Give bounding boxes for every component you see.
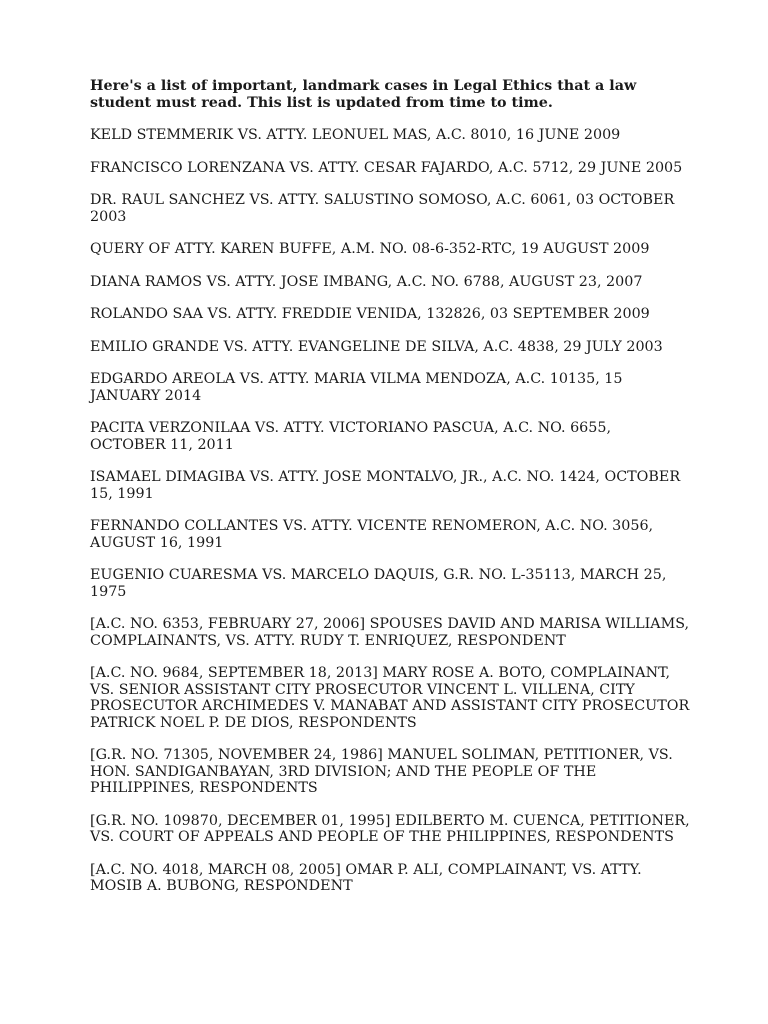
case-item-4: QUERY OF ATTY. KAREN BUFFE, A.M. NO. 08-6-352-RTC, 19 AUGUST 2009 (90, 241, 650, 257)
case-item-13: [A.C. NO. 6353, FEBRUARY 27, 2006] SPOUSES DAVID AND MARISA WILLIAMS, COMPLAINANTS, VS. ATTY. RUDY T. ENRIQUEZ, RESPONDENT (90, 616, 690, 649)
case-item-15: [G.R. NO. 71305, NOVEMBER 24, 1986] MANUEL SOLIMAN, PETITIONER, VS. HON. SANDIGANBAYAN, 3RD DIVISION; AND THE PEOPLE OF THE PHILIPPINES, RESPONDENTS (90, 747, 673, 796)
case-item-17: [A.C. NO. 4018, MARCH 08, 2005] OMAR P. ALI, COMPLAINANT, VS. ATTY. MOSIB A. BUBONG, RESPONDENT (90, 861, 642, 894)
case-item-16: [G.R. NO. 109870, DECEMBER 01, 1995] EDILBERTO M. CUENCA, PETITIONER, VS. COURT OF APPEALS AND PEOPLE OF THE PHILIPPINES, RESPONDENTS (90, 812, 690, 845)
case-item-6: ROLANDO SAA VS. ATTY. FREDDIE VENIDA, 132826, 03 SEPTEMBER 2009 (90, 306, 650, 322)
case-item-14: [A.C. NO. 9684, SEPTEMBER 18, 2013] MARY ROSE A. BOTO, COMPLAINANT, VS. SENIOR ASSISTANT CITY PROSECUTOR VINCENT L. VILLENA, CITY PROSECUTOR ARCHIMEDES V. MANABAT AND ASSISTANT CITY PROSECUTOR PATRICK NOEL P. DE DIOS, RESPONDENTS (90, 665, 690, 731)
case-item-7: EMILIO GRANDE VS. ATTY. EVANGELINE DE SILVA, A.C. 4838, 29 JULY 2003 (90, 338, 663, 355)
document-page (90, 78, 690, 911)
intro-paragraph: Here's a list of important, landmark cases in Legal Ethics that a law student must read. This list is updated from time to time. (90, 78, 637, 111)
case-item-10: ISAMAEL DIMAGIBA VS. ATTY. JOSE MONTALVO, JR., A.C. NO. 1424, OCTOBER 15, 1991 (90, 469, 681, 502)
case-item-11: FERNANDO COLLANTES VS. ATTY. VICENTE RENOMERON, A.C. NO. 3056, AUGUST 16, 1991 (90, 518, 654, 551)
case-item-9: PACITA VERZONILAA VS. ATTY. VICTORIANO PASCUA, A.C. NO. 6655, OCTOBER 11, 2011 (90, 420, 611, 453)
case-item-3: DR. RAUL SANCHEZ VS. ATTY. SALUSTINO SOMOSO, A.C. 6061, 03 OCTOBER 2003 (90, 192, 675, 225)
case-item-12: EUGENIO CUARESMA VS. MARCELO DAQUIS, G.R. NO. L-35113, MARCH 25, 1975 (90, 567, 667, 600)
case-item-5: DIANA RAMOS VS. ATTY. JOSE IMBANG, A.C. NO. 6788, AUGUST 23, 2007 (90, 273, 643, 290)
case-item-2: FRANCISCO LORENZANA VS. ATTY. CESAR FAJARDO, A.C. 5712, 29 JUNE 2005 (90, 159, 683, 176)
case-item-1: KELD STEMMERIK VS. ATTY. LEONUEL MAS, A.C. 8010, 16 JUNE 2009 (90, 127, 621, 143)
case-item-8: EDGARDO AREOLA VS. ATTY. MARIA VILMA MENDOZA, A.C. 10135, 15 JANUARY 2014 (90, 371, 623, 404)
